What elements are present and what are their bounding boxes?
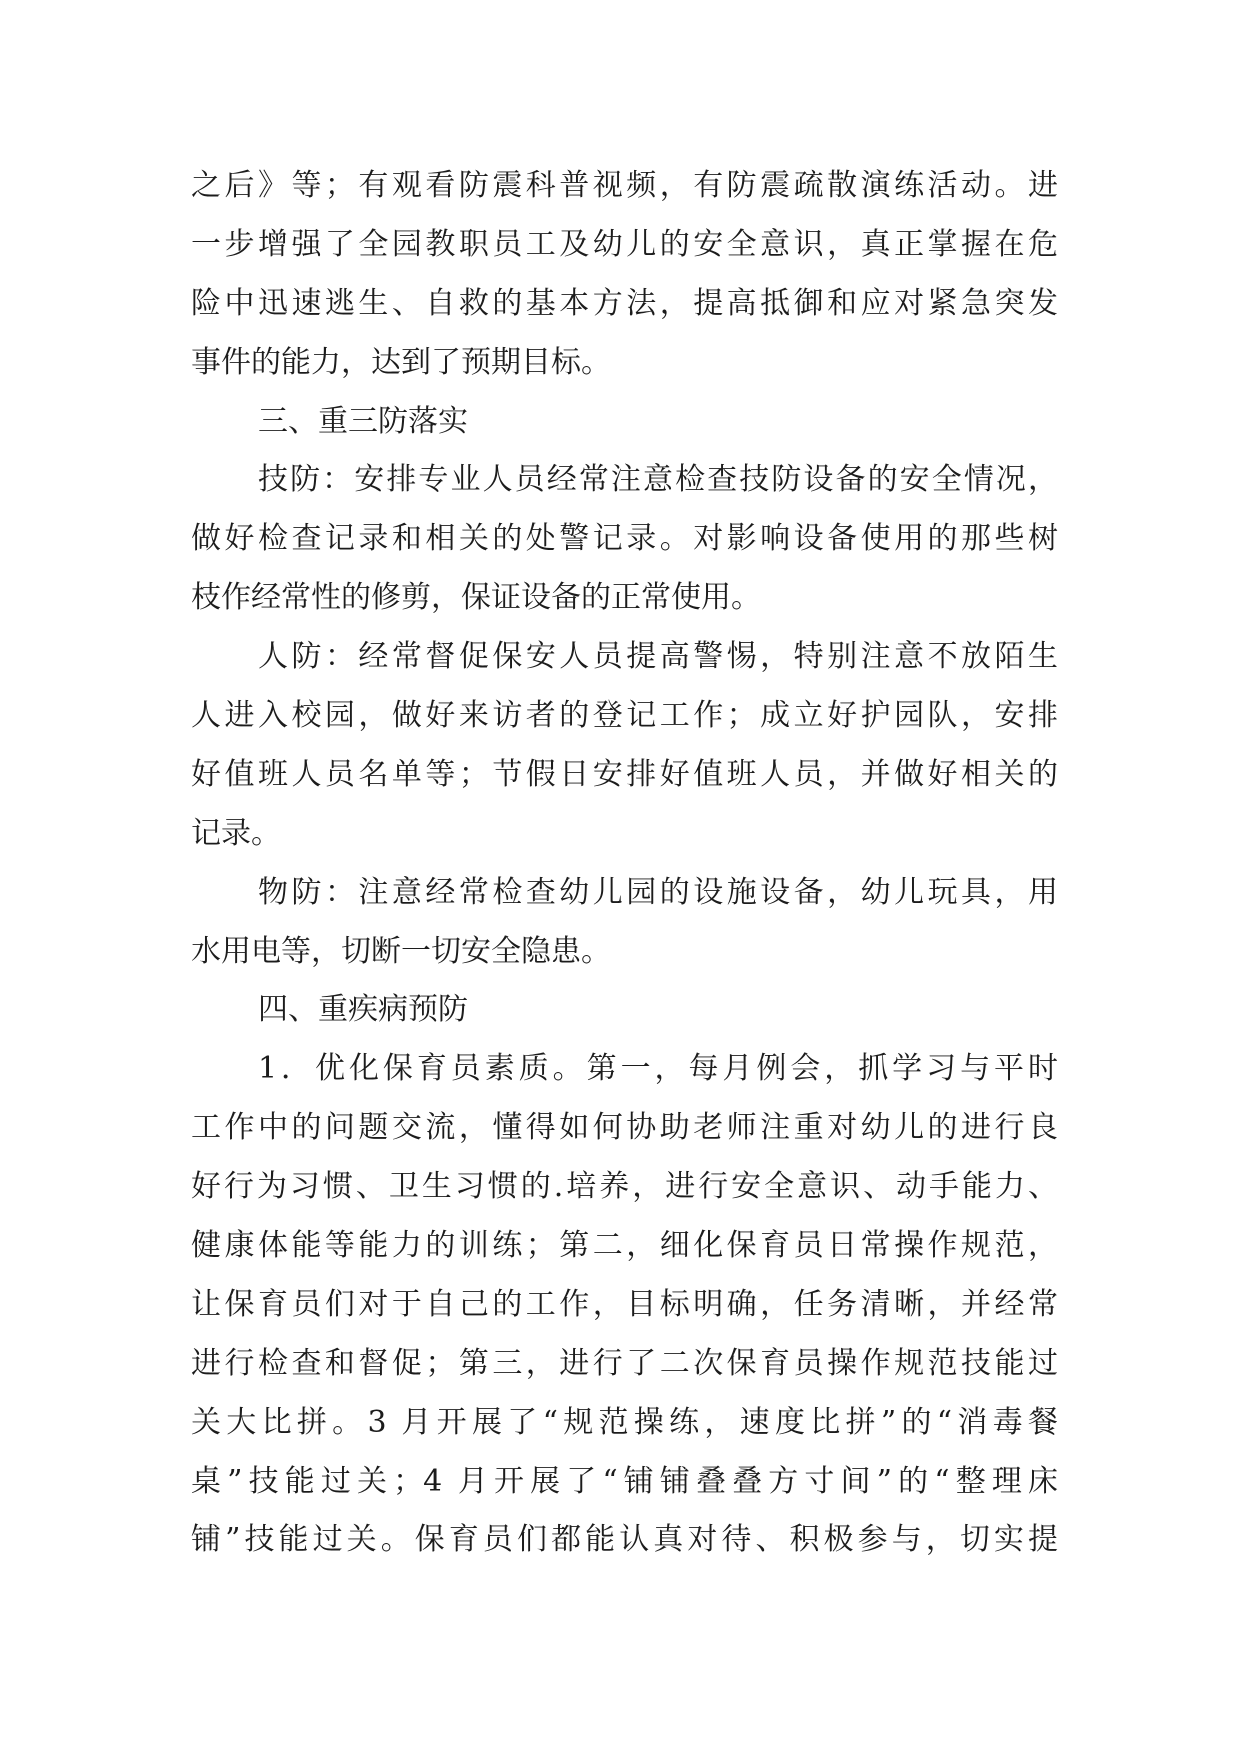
text-line: 水用电等，切断一切安全隐患。 bbox=[191, 933, 611, 969]
text-line: 事件的能力，达到了预期目标。 bbox=[191, 344, 611, 380]
text-line: 险中迅速逃生、自救的基本方法，提高抵御和应对紧急突发 bbox=[191, 285, 1058, 321]
document-body bbox=[191, 157, 1058, 1570]
intro-paragraph bbox=[191, 157, 1058, 393]
text-line: 人进入校园，做好来访者的登记工作；成立好护园队，安排 bbox=[191, 698, 1058, 734]
text-line: 做好检查记录和相关的处警记录。对影响设备使用的那些树 bbox=[191, 521, 1058, 557]
physical-defense-paragraph bbox=[191, 864, 1058, 982]
text-line: 好值班人员名单等；节假日安排好值班人员，并做好相关的 bbox=[191, 756, 1058, 792]
text-line: 桌”技能过关；4 月开展了“铺铺叠叠方寸间”的“整理床 bbox=[191, 1463, 1058, 1499]
section-heading: 三、重三防落实 bbox=[258, 403, 468, 439]
text-line: 1．优化保育员素质。第一，每月例会，抓学习与平时 bbox=[258, 1051, 1058, 1087]
text-line: 好行为习惯、卫生习惯的.培养，进行安全意识、动手能力、 bbox=[191, 1169, 1058, 1205]
tech-defense-paragraph bbox=[191, 451, 1058, 628]
text-line: 让保育员们对于自己的工作，目标明确，任务清晰，并经常 bbox=[191, 1286, 1058, 1322]
text-line: 枝作经常性的修剪，保证设备的正常使用。 bbox=[191, 580, 761, 616]
text-line: 记录。 bbox=[191, 815, 281, 851]
text-line: 进行检查和督促；第三，进行了二次保育员操作规范技能过 bbox=[191, 1345, 1058, 1381]
text-line: 技防：安排专业人员经常注意检查技防设备的安全情况， bbox=[258, 462, 1058, 498]
disease-prevention-paragraph bbox=[191, 1040, 1058, 1570]
text-line: 物防：注意经常检查幼儿园的设施设备，幼儿玩具，用 bbox=[258, 874, 1058, 910]
section-heading: 四、重疾病预防 bbox=[258, 992, 468, 1028]
text-line: 关大比拼。3 月开展了“规范操练，速度比拼”的“消毒餐 bbox=[191, 1404, 1058, 1440]
text-line: 铺”技能过关。保育员们都能认真对待、积极参与，切实提 bbox=[191, 1522, 1058, 1558]
text-line: 工作中的问题交流，懂得如何协助老师注重对幼儿的进行良 bbox=[191, 1110, 1058, 1146]
text-line: 之后》等；有观看防震科普视频，有防震疏散演练活动。进 bbox=[191, 168, 1058, 203]
text-line: 一步增强了全园教职员工及幼儿的安全意识，真正掌握在危 bbox=[191, 226, 1058, 262]
human-defense-paragraph bbox=[191, 628, 1058, 864]
text-line: 健康体能等能力的训练；第二，细化保育员日常操作规范， bbox=[191, 1228, 1058, 1264]
text-line: 人防：经常督促保安人员提高警惕，特别注意不放陌生 bbox=[258, 639, 1058, 675]
